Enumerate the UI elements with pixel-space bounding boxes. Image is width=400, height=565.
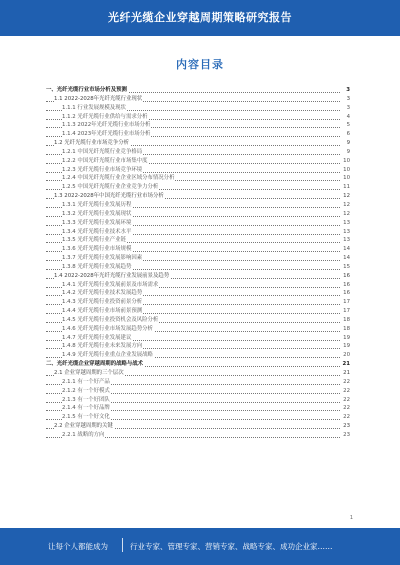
toc-entry[interactable] bbox=[46, 431, 350, 440]
report-title: 光纤光缆企业穿越周期策略研究报告 bbox=[108, 11, 292, 24]
toc-entry-page: 17 bbox=[343, 299, 350, 306]
footer-divider bbox=[122, 538, 123, 552]
toc-entry-text: 1.3.3 光纤光缆行业发展环境 bbox=[62, 219, 132, 226]
toc-entry-page: 13 bbox=[343, 219, 350, 226]
toc-entry[interactable] bbox=[46, 254, 350, 263]
toc-entry-page: 19 bbox=[343, 334, 350, 341]
toc-entry-page: 23 bbox=[343, 431, 350, 438]
toc-entry-page: 10 bbox=[343, 157, 350, 164]
toc-entry[interactable] bbox=[46, 378, 350, 387]
toc-entry-page: 4 bbox=[346, 113, 350, 120]
toc-entry-page: 22 bbox=[343, 387, 350, 394]
toc-entry-text: 2.1 企业穿越周期的三个层次 bbox=[54, 370, 124, 376]
page-number: 1 bbox=[349, 515, 353, 521]
toc-entry[interactable] bbox=[46, 360, 350, 369]
toc-entry-page: 21 bbox=[342, 361, 350, 368]
toc-entry[interactable] bbox=[46, 351, 350, 360]
toc-entry[interactable] bbox=[46, 316, 350, 325]
toc-entry-page: 3 bbox=[346, 95, 350, 102]
toc-entry[interactable] bbox=[46, 289, 350, 298]
toc-entry-page: 22 bbox=[343, 378, 350, 385]
toc-entry-page: 3 bbox=[346, 104, 350, 111]
toc-entry[interactable] bbox=[46, 245, 350, 254]
toc-entry-text: 1.4 2022-2028年光纤光缆行业发展前景及趋势 bbox=[54, 272, 170, 279]
toc-entry-page: 9 bbox=[346, 148, 350, 155]
toc-entry-text: 1.2.2 中国光纤光缆行业市场集中度 bbox=[62, 157, 148, 164]
toc-entry-page: 15 bbox=[343, 263, 350, 270]
toc-entry-text: 1.3.4 光纤光缆行业技术水平 bbox=[62, 228, 132, 235]
toc-entry-page: 10 bbox=[343, 166, 350, 173]
toc-entry-page: 20 bbox=[343, 352, 350, 359]
toc-entry[interactable] bbox=[46, 210, 350, 219]
toc-entry[interactable] bbox=[46, 281, 350, 290]
toc-entry-page: 19 bbox=[343, 343, 350, 350]
toc-entry[interactable] bbox=[46, 298, 350, 307]
toc-entry-page: 16 bbox=[343, 290, 350, 297]
toc-entry-text: 1.3.1 光纤光缆行业发展历程 bbox=[62, 201, 132, 208]
toc-entry[interactable] bbox=[46, 183, 350, 192]
toc-entry[interactable] bbox=[46, 396, 350, 405]
toc-entry-text: 1.2 光纤光缆行业市场竞争分析 bbox=[54, 140, 129, 147]
report-header bbox=[0, 0, 400, 36]
toc-heading: 内容目录 bbox=[176, 58, 224, 71]
toc-entry-text: 2.1.5 有一个好文化 bbox=[62, 414, 110, 421]
toc-entry-page: 12 bbox=[343, 210, 350, 217]
toc-entry-text: 2.2.1 战略的方向 bbox=[62, 431, 105, 438]
toc-entry[interactable] bbox=[46, 413, 350, 422]
toc-entry-text: 1.4.5 光纤光缆行业投资机会及风险分析 bbox=[62, 316, 159, 323]
footer-slogan-right: 行业专家、管理专家、营销专家、战略专家、成功企业家…… bbox=[130, 542, 333, 551]
toc-entry-page: 13 bbox=[343, 228, 350, 235]
toc-entry[interactable] bbox=[46, 325, 350, 334]
toc-entry-text: 1.2.1 中国光纤光缆行业竞争格局 bbox=[62, 148, 143, 155]
toc-entry-text: 2.2 企业穿越周期的关键 bbox=[54, 423, 113, 430]
toc-entry-text: 1.1.1 行业发展规模及现状 bbox=[62, 104, 126, 111]
toc-entry[interactable] bbox=[46, 228, 350, 237]
toc-entry[interactable] bbox=[46, 307, 350, 316]
toc-entry-page: 13 bbox=[343, 237, 350, 244]
toc-entry[interactable] bbox=[46, 422, 350, 431]
toc-entry-page: 23 bbox=[343, 423, 350, 430]
toc-entry-page: 12 bbox=[343, 201, 350, 208]
toc-entry[interactable] bbox=[46, 130, 350, 139]
toc-entry-page: 17 bbox=[343, 308, 350, 315]
toc-entry-text: 1.1.3 2022年光纤光缆行业市场分析 bbox=[62, 122, 151, 129]
toc-entry-page: 14 bbox=[343, 255, 350, 262]
toc-entry[interactable] bbox=[46, 86, 350, 95]
toc-entry-text: 1.1.4 2023年光纤光缆行业市场分析 bbox=[62, 131, 151, 138]
toc-entry-text: 2.1.1 有一个好产品 bbox=[62, 378, 110, 385]
toc-entry-text: 二、光纤光缆企业穿越周期的战略与战术 bbox=[46, 361, 144, 368]
toc-entry[interactable] bbox=[46, 174, 350, 183]
toc-entry[interactable] bbox=[46, 192, 350, 201]
toc-entry[interactable] bbox=[46, 104, 350, 113]
toc-entry-page: 22 bbox=[343, 396, 350, 403]
toc-entry-page: 6 bbox=[346, 131, 350, 138]
toc-entry[interactable] bbox=[46, 166, 350, 175]
toc-entry[interactable] bbox=[46, 404, 350, 413]
toc-entry-page: 14 bbox=[343, 246, 350, 253]
toc-entry-text: 1.3.2 光纤光缆行业发展现状 bbox=[62, 210, 132, 217]
toc-entry-page: 3 bbox=[346, 87, 350, 93]
toc-entry[interactable] bbox=[46, 139, 350, 148]
toc-entry-text: 1.3.7 光纤光缆行业发展影响因素 bbox=[62, 255, 143, 262]
toc-entry[interactable] bbox=[46, 263, 350, 272]
footer-slogan-left: 让每个人都能成为 bbox=[48, 542, 108, 551]
toc-entry[interactable] bbox=[46, 387, 350, 396]
toc-entry-page: 22 bbox=[343, 414, 350, 421]
toc-entry-text: 1.3.5 光纤光缆行业产业链 bbox=[62, 237, 126, 244]
toc-entry-text: 1.4.7 光纤光缆行业发展建议 bbox=[62, 334, 132, 341]
toc-entry-page: 18 bbox=[343, 325, 350, 332]
toc-entry-text: 2.1.2 有一个好模式 bbox=[62, 387, 110, 394]
toc-entry[interactable] bbox=[46, 121, 350, 130]
toc-entry[interactable] bbox=[46, 148, 350, 157]
toc-entry-text: 1.4.6 光纤光缆行业市场发展趋势分析 bbox=[62, 325, 153, 332]
toc-entry-text: 2.1.4 有一个好品牌 bbox=[62, 405, 110, 412]
toc-entry[interactable] bbox=[46, 236, 350, 245]
toc-entry[interactable] bbox=[46, 334, 350, 343]
toc-entry-page: 21 bbox=[343, 370, 350, 376]
toc-entry-text: 1.2.3 光纤光缆行业市场竞争环境 bbox=[62, 166, 143, 173]
toc-entry-text: 1.2.4 中国光纤光缆行业企业区域分布情况分析 bbox=[62, 175, 175, 182]
toc-entry[interactable] bbox=[46, 369, 350, 378]
toc-entry-page: 9 bbox=[346, 140, 350, 147]
toc-entry-page: 10 bbox=[343, 175, 350, 182]
toc-entry-text: 1.4.9 光纤光缆行业重点企业发展战略 bbox=[62, 352, 153, 359]
toc-entry-text: 一、光纤光缆行业市场分析及预测 bbox=[46, 87, 127, 93]
toc-entry[interactable] bbox=[46, 113, 350, 122]
toc-entry-page: 5 bbox=[346, 122, 350, 129]
toc-entry-page: 16 bbox=[343, 272, 350, 279]
toc-entry-text: 1.4.8 光纤光缆行业未来发展方向 bbox=[62, 343, 143, 350]
toc-entry-page: 11 bbox=[343, 184, 350, 191]
toc-entry[interactable] bbox=[46, 272, 350, 281]
toc-entry-page: 12 bbox=[343, 193, 350, 200]
toc-entry-text: 1.3 2022-2028年中国光纤光缆行业市场分析 bbox=[54, 193, 164, 200]
toc-entry-page: 18 bbox=[343, 316, 350, 323]
toc-entry-page: 22 bbox=[343, 405, 350, 412]
report-footer bbox=[0, 528, 400, 565]
toc-entry[interactable] bbox=[46, 201, 350, 210]
toc-entry-page: 16 bbox=[343, 281, 350, 288]
toc-entry-text: 1.1.2 光纤光缆行业供给与需求分析 bbox=[62, 113, 148, 120]
toc-entry-text: 1.4.2 光纤光缆行业技术发展趋势 bbox=[62, 290, 143, 297]
toc-entry[interactable] bbox=[46, 342, 350, 351]
toc-entry-text: 1.4.1 光纤光缆行业发展前景及市场需求 bbox=[62, 281, 159, 288]
toc-entry-text: 1.3.6 光纤光缆行业市场规模 bbox=[62, 246, 132, 253]
toc-entry[interactable] bbox=[46, 157, 350, 166]
toc-entry-text: 1.3.8 光纤光缆行业发展趋势 bbox=[62, 263, 132, 270]
toc-entry-text: 1.4.4 光纤光缆行业市场前景预测 bbox=[62, 308, 143, 315]
toc-entry-text: 2.1.3 有一个好团队 bbox=[62, 396, 110, 403]
toc-entry-text: 1.2.5 中国光纤光缆行业企业竞争力分析 bbox=[62, 184, 159, 191]
toc-entry[interactable] bbox=[46, 95, 350, 104]
toc-entry-text: 1.1 2022-2028年光纤光缆行业现状 bbox=[54, 95, 143, 102]
table-of-contents bbox=[46, 86, 350, 440]
toc-entry-text: 1.4.3 光纤光缆行业投资前景分析 bbox=[62, 299, 143, 306]
toc-entry[interactable] bbox=[46, 219, 350, 228]
